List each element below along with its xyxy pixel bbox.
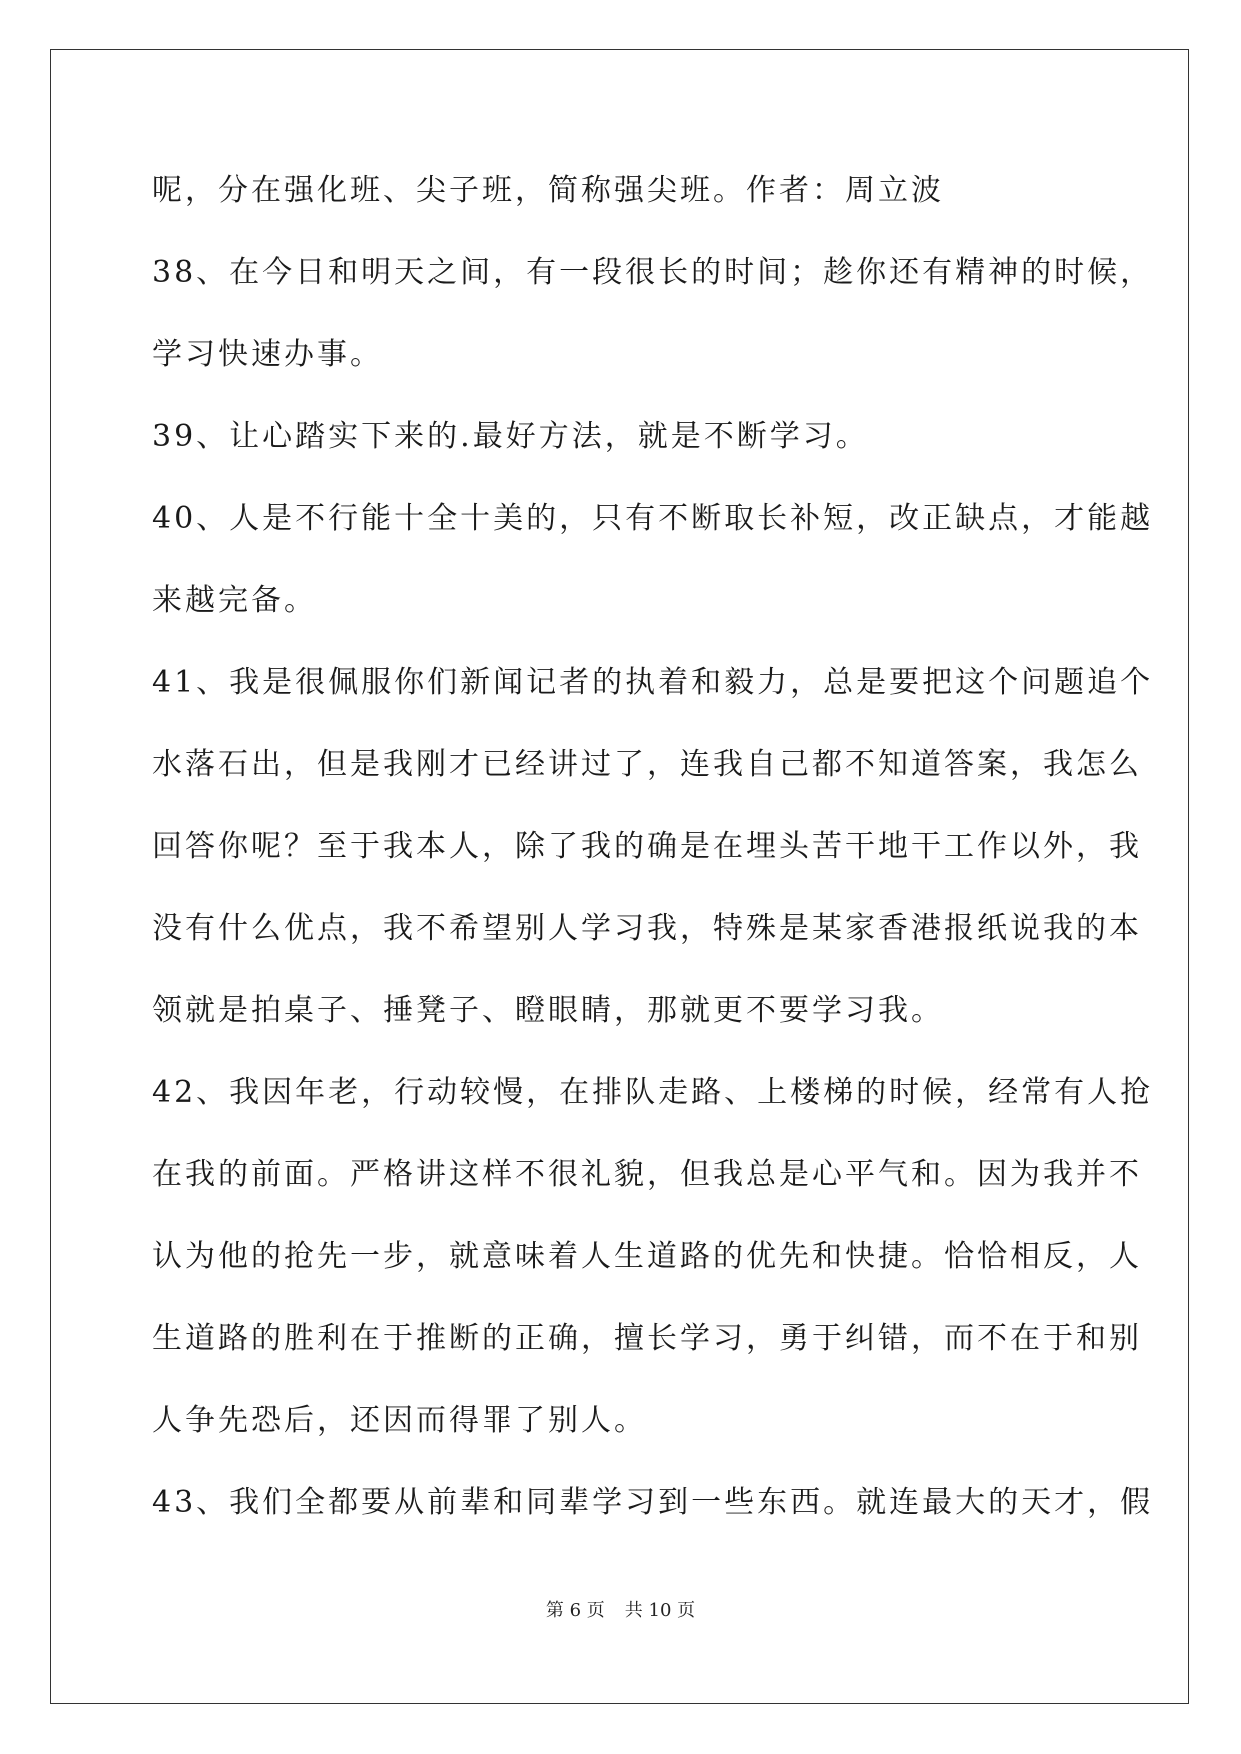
text-line: 38、在今日和明天之间，有一段很长的时间；趁你还有精神的时候，: [152, 255, 1154, 290]
page-total: 共 10 页: [624, 1600, 696, 1621]
text-line: 水落石出，但是我刚才已经讲过了，连我自己都不知道答案，我怎么: [152, 747, 1142, 782]
text-line: 在我的前面。严格讲这样不很礼貌，但我总是心平气和。因为我并不: [152, 1157, 1142, 1192]
document-body: [152, 150, 1154, 1544]
text-line: 学习快速办事。: [152, 337, 383, 372]
text-line: 领就是拍桌子、捶凳子、瞪眼睛，那就更不要学习我。: [152, 993, 944, 1028]
text-line: 认为他的抢先一步，就意味着人生道路的优先和快捷。恰恰相反，人: [152, 1239, 1142, 1274]
text-line: 生道路的胜利在于推断的正确，擅长学习，勇于纠错，而不在于和别: [152, 1321, 1142, 1356]
text-line: 没有什么优点，我不希望别人学习我，特殊是某家香港报纸说我的本: [152, 911, 1142, 946]
text-line: 41、我是很佩服你们新闻记者的执着和毅力，总是要把这个问题追个: [152, 665, 1154, 700]
text-line: 人争先恐后，还因而得罪了别人。: [152, 1403, 647, 1438]
text-line: 来越完备。: [152, 583, 317, 618]
page-number: 第 6 页: [545, 1600, 605, 1621]
text-line: 回答你呢？至于我本人，除了我的确是在埋头苦干地干工作以外，我: [152, 829, 1142, 864]
text-line: 43、我们全都要从前辈和同辈学习到一些东西。就连最大的天才，假: [152, 1485, 1154, 1520]
page-footer: [0, 1596, 1241, 1622]
text-line: 40、人是不行能十全十美的，只有不断取长补短，改正缺点，才能越: [152, 501, 1154, 536]
text-line: 42、我因年老，行动较慢，在排队走路、上楼梯的时候，经常有人抢: [152, 1075, 1154, 1110]
text-line: 呢，分在强化班、尖子班，简称强尖班。作者：周立波: [152, 173, 944, 208]
text-line: 39、让心踏实下来的.最好方法，就是不断学习。: [152, 419, 869, 454]
